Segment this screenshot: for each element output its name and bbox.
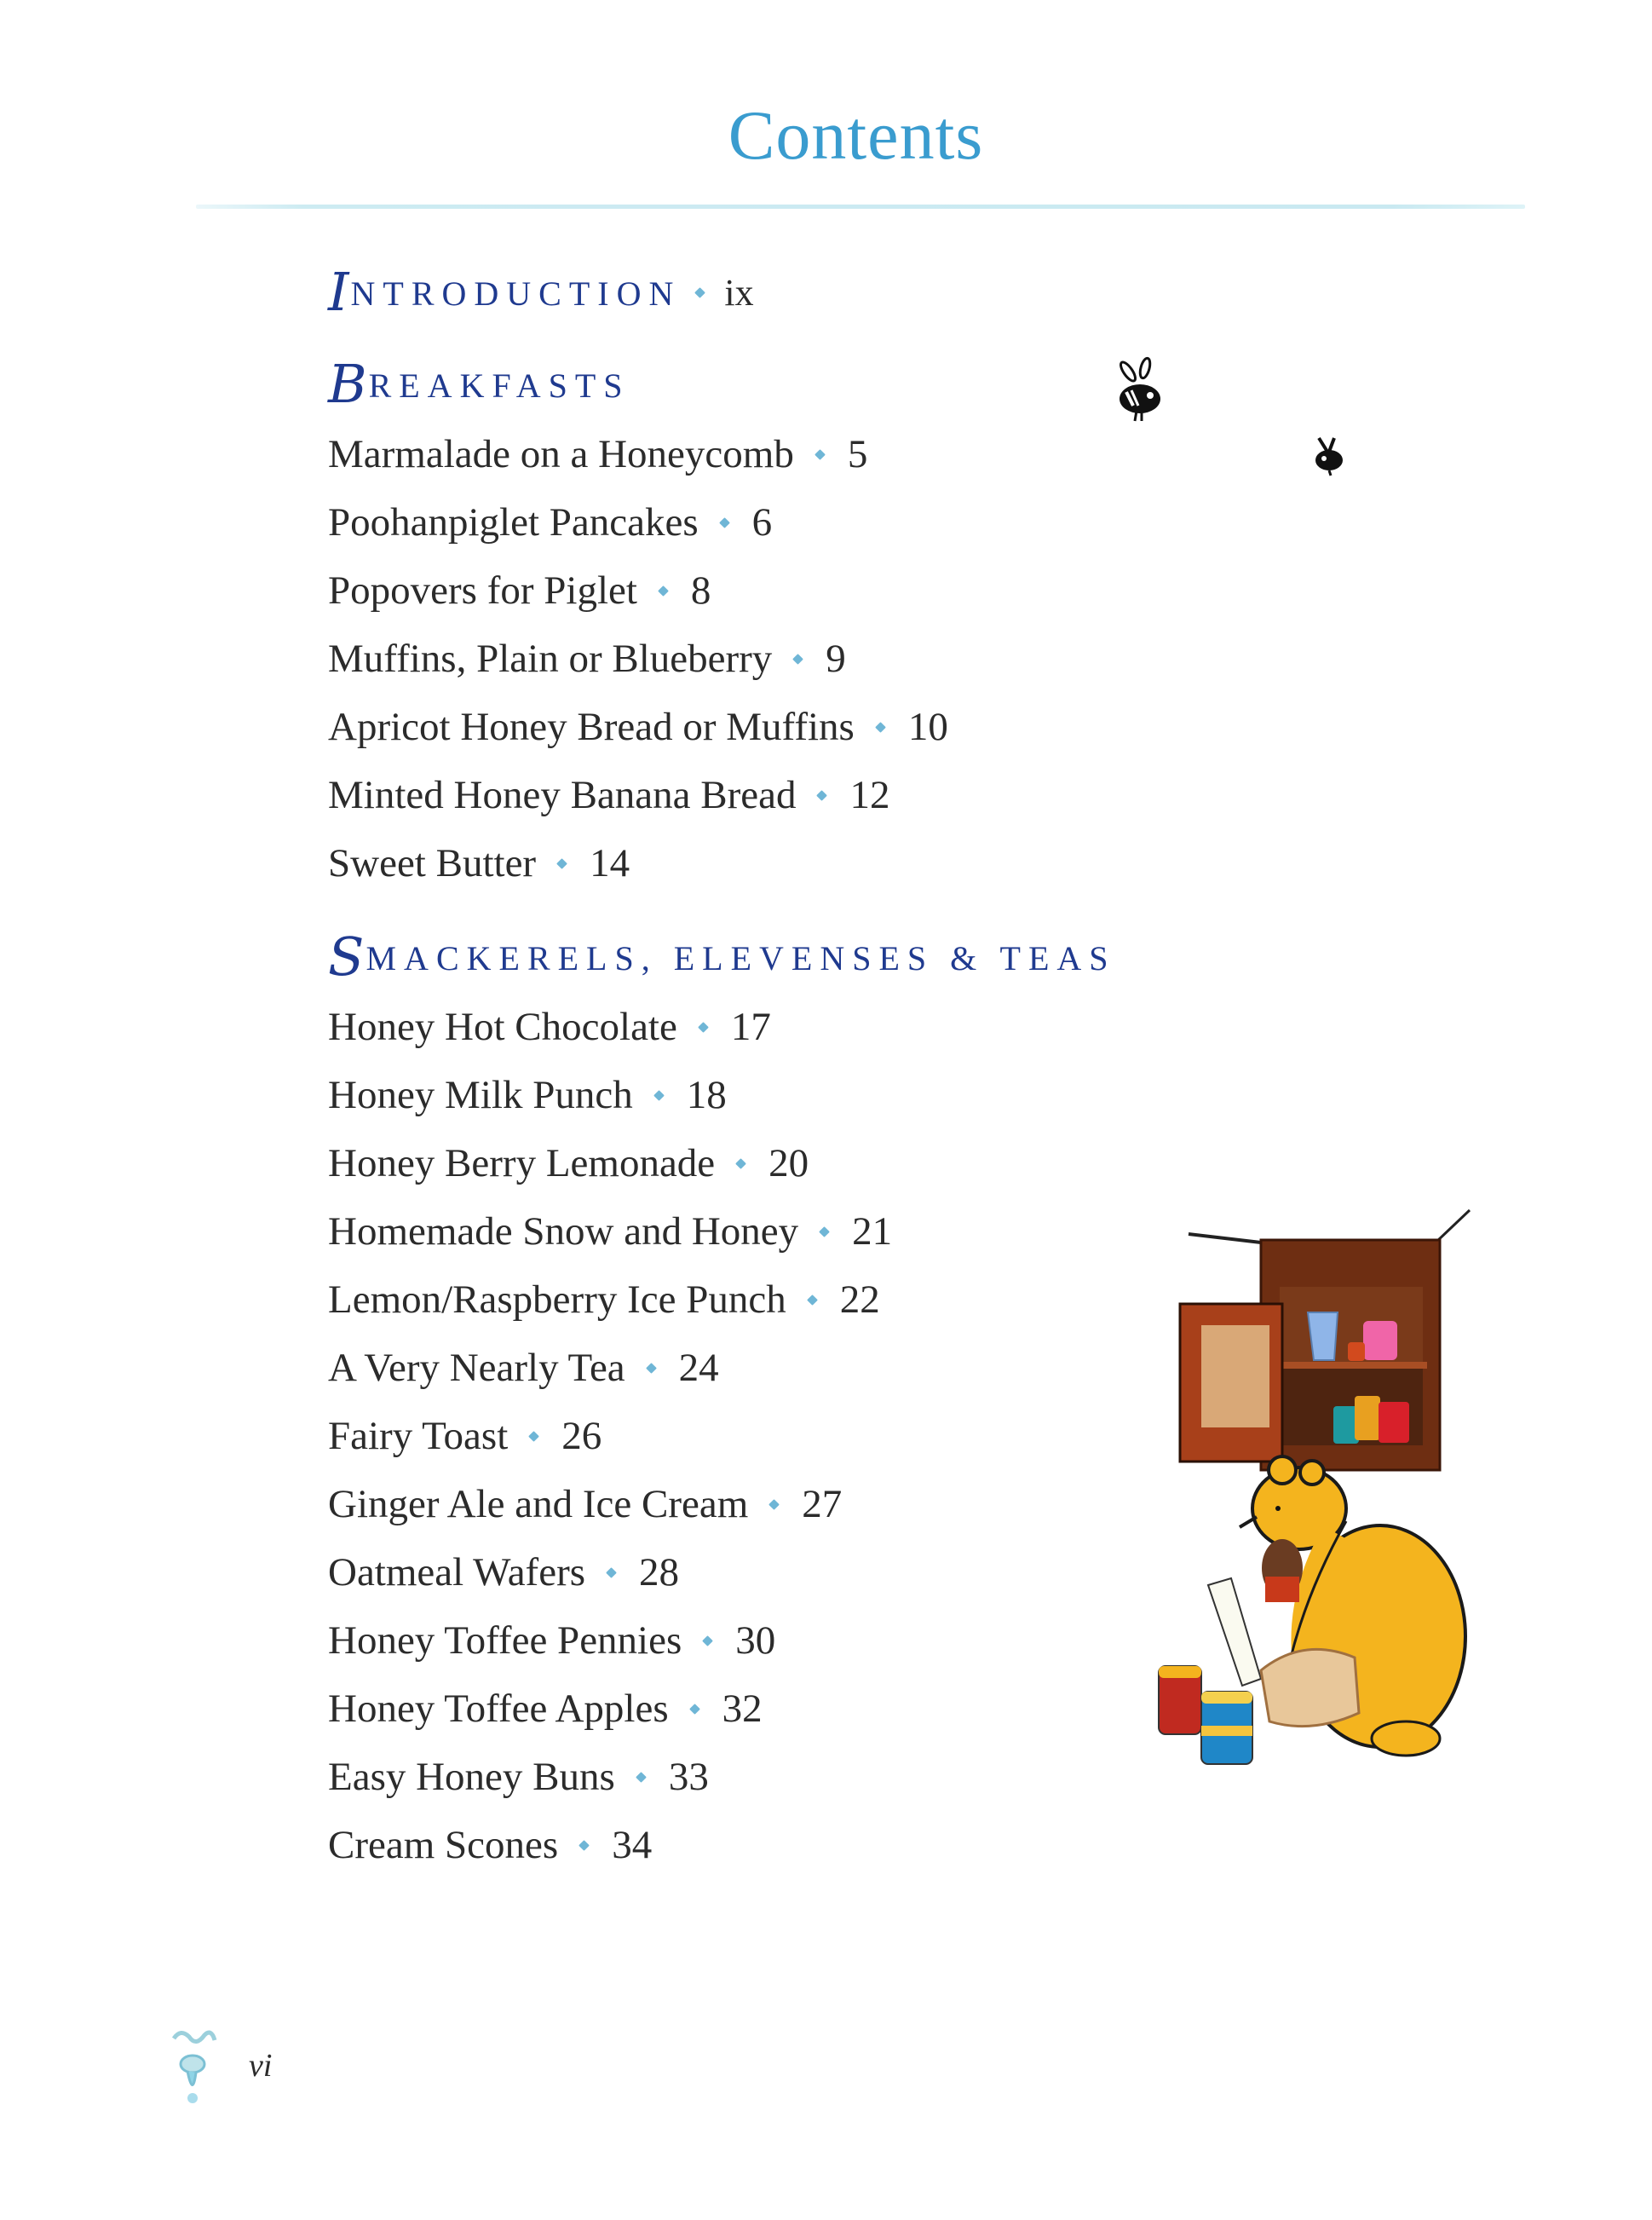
entry-title: Honey Hot Chocolate bbox=[328, 1005, 677, 1049]
toc-entry[interactable] bbox=[328, 773, 890, 817]
diamond-separator-icon bbox=[814, 449, 826, 460]
toc-entry[interactable] bbox=[328, 1825, 652, 1865]
diamond-separator-icon bbox=[578, 1840, 590, 1851]
toc-entry[interactable] bbox=[328, 1209, 893, 1254]
page-number: 30 bbox=[735, 1618, 776, 1663]
diamond-separator-icon bbox=[807, 1295, 818, 1306]
diamond-separator-icon bbox=[528, 1431, 539, 1442]
entry-title: A Very Nearly Tea bbox=[328, 1346, 625, 1390]
entry-title: Sweet Butter bbox=[328, 841, 537, 885]
section-heading-text: REAKFASTS bbox=[368, 366, 630, 405]
bear-cupboard-illustration bbox=[1133, 1193, 1474, 1773]
diamond-separator-icon bbox=[819, 1226, 830, 1237]
page-number: 26 bbox=[561, 1414, 602, 1458]
toc-entry[interactable] bbox=[328, 1416, 602, 1456]
drop-initial: B bbox=[328, 353, 369, 415]
entry-title: Apricot Honey Bread or Muffins bbox=[328, 705, 855, 749]
toc-entry[interactable] bbox=[328, 1482, 843, 1526]
entry-title: Honey Toffee Apples bbox=[328, 1687, 669, 1731]
page-number: 17 bbox=[730, 1005, 771, 1049]
page-title: Contents bbox=[728, 96, 984, 174]
diamond-separator-icon bbox=[556, 858, 567, 869]
diamond-separator-icon bbox=[768, 1499, 780, 1510]
toc-entry[interactable] bbox=[328, 1007, 771, 1047]
page-number: 9 bbox=[826, 637, 846, 681]
entry-title: Cream Scones bbox=[328, 1823, 559, 1867]
page-number: 24 bbox=[678, 1346, 719, 1390]
toc-entry[interactable] bbox=[328, 1277, 880, 1322]
page-number: 5 bbox=[847, 432, 868, 476]
page-number: 18 bbox=[686, 1073, 727, 1117]
page-number: 20 bbox=[768, 1141, 809, 1185]
entry-title: Lemon/Raspberry Ice Punch bbox=[328, 1277, 786, 1322]
toc-entry-introduction[interactable] bbox=[328, 261, 754, 323]
diamond-separator-icon bbox=[792, 654, 803, 665]
toc-entry[interactable] bbox=[328, 1689, 763, 1729]
diamond-separator-icon bbox=[636, 1772, 647, 1783]
page-number: 8 bbox=[690, 568, 711, 613]
drop-initial: I bbox=[328, 261, 351, 323]
page-number: 12 bbox=[849, 773, 890, 817]
toc-entry[interactable] bbox=[328, 500, 773, 545]
diamond-separator-icon bbox=[735, 1158, 746, 1169]
page-number: 10 bbox=[907, 705, 948, 749]
bee-icon bbox=[1114, 356, 1166, 424]
toc-entry[interactable] bbox=[328, 1141, 809, 1185]
toc-entry[interactable] bbox=[328, 568, 711, 613]
page-number: 14 bbox=[590, 841, 630, 885]
floral-ornament-icon bbox=[164, 2021, 223, 2115]
page-number: 28 bbox=[639, 1550, 680, 1594]
section-heading-breakfasts bbox=[328, 353, 630, 415]
page-number: 34 bbox=[612, 1823, 653, 1867]
entry-title: Honey Toffee Pennies bbox=[328, 1618, 682, 1663]
toc-entry[interactable] bbox=[328, 1618, 776, 1663]
diamond-separator-icon bbox=[606, 1567, 617, 1578]
diamond-separator-icon bbox=[719, 517, 730, 528]
toc-entry[interactable] bbox=[328, 1348, 719, 1388]
section-heading-text: MACKERELS, ELEVENSES & TEAS bbox=[366, 939, 1116, 977]
diamond-separator-icon bbox=[658, 585, 669, 597]
page-number: 6 bbox=[751, 500, 773, 545]
diamond-separator-icon bbox=[653, 1090, 665, 1101]
entry-title: Fairy Toast bbox=[328, 1414, 509, 1458]
page-number: ix bbox=[724, 272, 754, 314]
page-number: vi bbox=[249, 2048, 273, 2084]
toc-entry[interactable] bbox=[328, 639, 846, 679]
page-folio bbox=[164, 2021, 445, 2107]
page-number: 33 bbox=[668, 1755, 709, 1799]
section-heading-text: NTRODUCTION bbox=[350, 274, 682, 313]
page-number: 32 bbox=[722, 1687, 763, 1731]
diamond-separator-icon bbox=[646, 1363, 657, 1374]
page-number: 27 bbox=[802, 1482, 843, 1526]
toc-entry[interactable] bbox=[328, 841, 630, 885]
entry-title: Muffins, Plain or Blueberry bbox=[328, 637, 773, 681]
entry-title: Ginger Ale and Ice Cream bbox=[328, 1482, 749, 1526]
entry-title: Homemade Snow and Honey bbox=[328, 1209, 799, 1254]
entry-title: Minted Honey Banana Bread bbox=[328, 773, 797, 817]
diamond-separator-icon bbox=[698, 1022, 709, 1033]
entry-title: Easy Honey Buns bbox=[328, 1755, 615, 1799]
diamond-separator-icon bbox=[875, 722, 886, 733]
entry-title: Popovers for Piglet bbox=[328, 568, 637, 613]
diamond-separator-icon bbox=[817, 790, 828, 801]
toc-entry[interactable] bbox=[328, 432, 868, 476]
entry-title: Marmalade on a Honeycomb bbox=[328, 432, 794, 476]
bee-icon bbox=[1312, 435, 1346, 477]
toc-entry[interactable] bbox=[328, 1550, 680, 1594]
entry-title: Honey Milk Punch bbox=[328, 1073, 633, 1117]
diamond-separator-icon bbox=[695, 287, 706, 298]
drop-initial: S bbox=[328, 925, 366, 988]
entry-title: Honey Berry Lemonade bbox=[328, 1141, 716, 1185]
section-heading-smackerels bbox=[328, 925, 1116, 988]
toc-entry[interactable] bbox=[328, 1075, 727, 1116]
entry-title: Poohanpiglet Pancakes bbox=[328, 500, 699, 545]
title-divider bbox=[196, 205, 1525, 209]
page-number: 21 bbox=[852, 1209, 893, 1254]
toc-entry[interactable] bbox=[328, 707, 948, 747]
toc-entry[interactable] bbox=[328, 1757, 709, 1797]
diamond-separator-icon bbox=[702, 1635, 713, 1646]
page-number: 22 bbox=[839, 1277, 880, 1322]
entry-title: Oatmeal Wafers bbox=[328, 1550, 586, 1594]
diamond-separator-icon bbox=[689, 1704, 700, 1715]
